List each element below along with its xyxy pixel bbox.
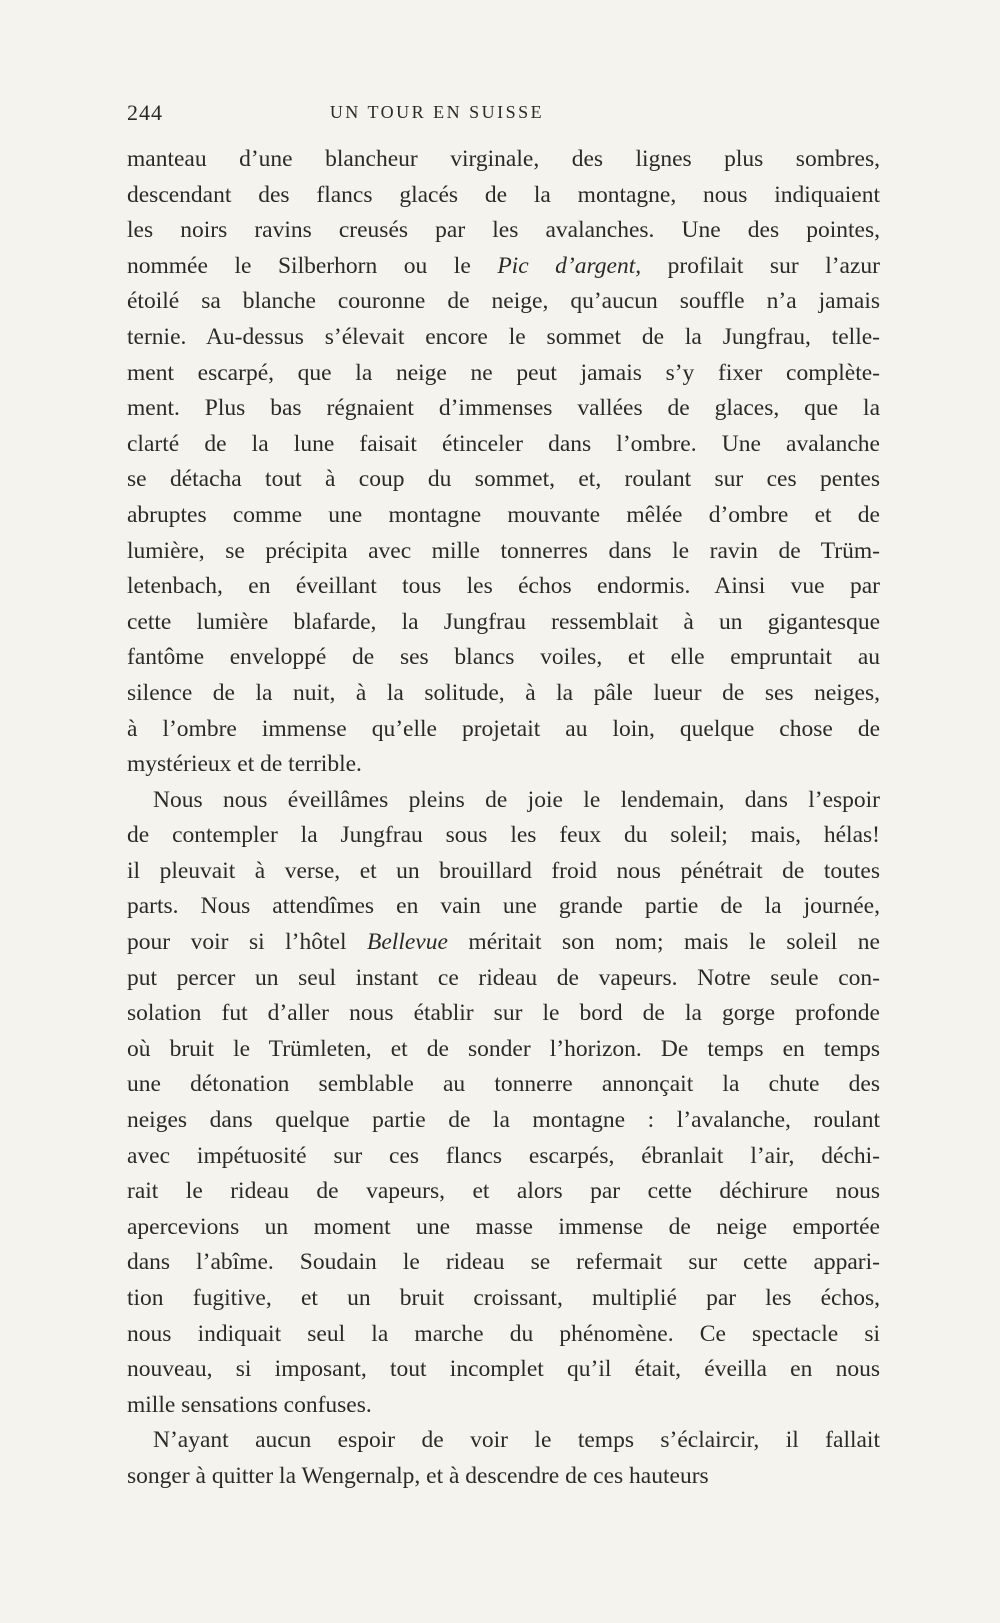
text-line [127,925,880,961]
text-line [127,356,880,392]
body-text [127,142,880,1495]
text-run: nous indiquait seul la marche du phénomène. Ce spectacle si [127,1320,880,1347]
text-line [127,1388,880,1424]
text-run: N’ayant aucun espoir de voir le temps s’éclaircir, il fallait [153,1427,880,1454]
text-run: tion fugitive, et un bruit croissant, multiplié par les échos, [127,1285,880,1311]
text-run: ment. Plus bas régnaient d’immenses vallées de glaces, que la [127,395,880,422]
text-line [127,605,880,641]
text-run: il pleuvait à verse, et un brouillard froid nous pénétrait de toutes [127,857,880,884]
text-line [127,534,880,570]
text-line [127,320,880,356]
text-line [127,1352,880,1388]
text-run: songer à quitter la Wengernalp, et à descendre de ces hauteurs [127,1462,709,1489]
text-line [127,889,880,925]
text-run: silence de la nuit, à la solitude, à la pâle lueur de ses neiges, [127,679,880,706]
text-run: méritait son nom; mais le soleil ne [447,929,880,956]
text-line [127,1067,880,1103]
text-run: cette lumière blafarde, la Jungfrau ressemblait à un gigantesque [127,608,880,635]
italic-phrase: Pic d’argent, [497,252,642,279]
text-line [127,213,880,249]
text-line [127,1459,880,1495]
text-run: nommée le Silberhorn ou le [127,252,498,279]
text-line [127,462,880,498]
text-line [127,1174,880,1210]
text-run: neiges dans quelque partie de la montagne : l’avalanche, roulant [127,1107,880,1134]
text-line [127,1032,880,1068]
text-run: pour voir si l’hôtel [127,929,368,956]
text-run: mystérieux et de terrible. [127,751,362,778]
text-run: profilait sur l’azur [641,252,880,279]
text-run: se détacha tout à coup du sommet, et, roulant sur ces pentes [127,466,880,493]
text-run: dans l’abîme. Soudain le rideau se refermait sur cette appari- [127,1249,880,1276]
text-run: put percer un seul instant ce rideau de vapeurs. Notre seule con- [127,964,880,991]
text-line [127,391,880,427]
text-line [127,676,880,712]
text-run: manteau d’une blancheur virginale, des lignes plus sombres, [127,146,880,172]
text-run: fantôme enveloppé de ses blancs voiles, et elle empruntait au [127,644,880,671]
text-line [127,783,880,819]
text-line [127,498,880,534]
text-run: Nous nous éveillâmes pleins de joie le lendemain, dans l’espoir [153,786,880,813]
text-line [127,142,880,178]
text-run: descendant des flancs glacés de la montagne, nous indiquaient [127,181,880,208]
text-run: une détonation semblable au tonnerre annonçait la chute des [127,1071,880,1098]
text-line [127,1317,880,1353]
text-run: solation fut d’aller nous établir sur le bord de la gorge profonde [127,1000,880,1027]
page-number: 244 [127,100,163,125]
text-line [127,747,880,783]
text-line [127,818,880,854]
text-line [127,569,880,605]
text-run: de contempler la Jungfrau sous les feux du soleil; mais, hélas! [127,822,880,849]
text-line [127,249,880,285]
text-run: à l’ombre immense qu’elle projetait au loin, quelque chose de [127,715,880,742]
running-title: UN TOUR EN SUISSE [329,102,545,122]
text-line [127,178,880,214]
italic-phrase: Bellevue [367,929,448,956]
text-run: apercevions un moment une masse immense de neige emportée [127,1213,880,1240]
text-run: abruptes comme une montagne mouvante mêlée d’ombre et de [127,501,880,528]
text-line [127,1210,880,1246]
text-line [127,712,880,748]
text-line [127,1103,880,1139]
text-run: étoilé sa blanche couronne de neige, qu’aucun souffle n’a jamais [127,288,880,315]
text-line [127,854,880,890]
text-run: clarté de la lune faisait étinceler dans l’ombre. Une avalanche [127,430,880,457]
text-line [127,1245,880,1281]
text-line [127,996,880,1032]
text-run: où bruit le Trümleten, et de sonder l’horizon. De temps en temps [127,1035,880,1062]
text-line [127,640,880,676]
text-run: avec impétuosité sur ces flancs escarpés, ébranlait l’air, déchi- [127,1142,880,1169]
text-line [127,961,880,997]
text-run: rait le rideau de vapeurs, et alors par cette déchirure nous [127,1178,880,1205]
text-run: mille sensations confuses. [127,1391,372,1418]
text-run: les noirs ravins creusés par les avalanches. Une des pointes, [127,217,880,244]
text-run: ternie. Au-dessus s’élevait encore le sommet de la Jungfrau, telle- [127,323,880,350]
text-run: letenbach, en éveillant tous les échos endormis. Ainsi vue par [127,573,880,600]
text-line [127,1423,880,1459]
text-line [127,284,880,320]
text-line [127,1139,880,1175]
text-run: ment escarpé, que la neige ne peut jamais s’y fixer complète- [127,359,880,386]
text-run: parts. Nous attendîmes en vain une grande partie de la journée, [127,893,880,920]
text-line [127,1281,880,1317]
text-run: nouveau, si imposant, tout incomplet qu’il était, éveilla en nous [127,1356,880,1383]
text-run: lumière, se précipita avec mille tonnerres dans le ravin de Trüm- [127,537,880,564]
text-line [127,427,880,463]
running-head [127,100,880,130]
